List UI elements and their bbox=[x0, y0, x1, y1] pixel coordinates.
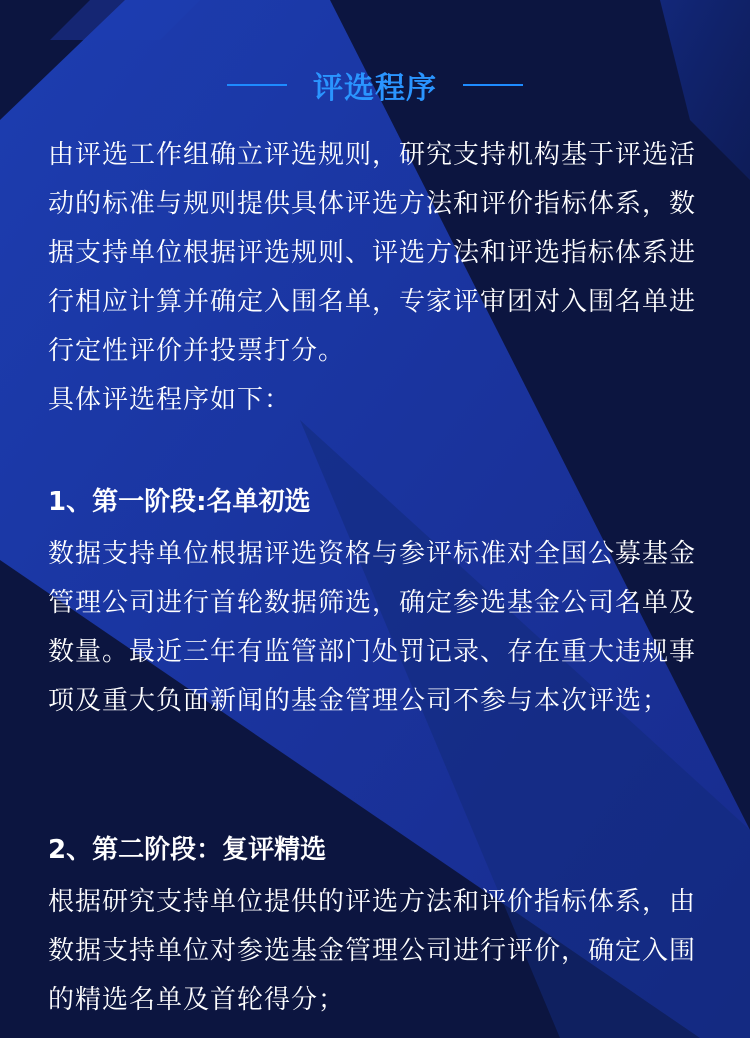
stage-1-body: 数据支持单位根据评选资格与参评标准对全国公募基金管理公司进行首轮数据筛选，确定参选基金公司名单及数量。最近三年有监管部门处罚记录、存在重大违规事项及重大负面新闻的基金管理公司不参与本次评选； bbox=[48, 539, 697, 716]
page-title: 评选程序 bbox=[313, 71, 437, 106]
stage-1-heading: 1、第一阶段:名单初选 bbox=[48, 487, 311, 517]
stage-2-body: 根据研究支持单位提供的评选方法和评价指标体系，由数据支持单位对参选基金管理公司进行评价，确定入围的精选名单及首轮得分； bbox=[48, 887, 697, 1015]
title-divider-right bbox=[463, 84, 523, 86]
stage-2-heading: 2、第二阶段：复评精选 bbox=[48, 835, 327, 865]
section-title-row bbox=[0, 62, 750, 108]
title-divider-left bbox=[227, 84, 287, 86]
intro-lead: 具体评选程序如下： bbox=[48, 385, 292, 415]
intro-paragraph: 由评选工作组确立评选规则，研究支持机构基于评选活动的标准与规则提供具体评选方法和评价指标体系，数据支持单位根据评选规则、评选方法和评选指标体系进行相应计算并确定入围名单，专家评审团对入围名单进行定性评价并投票打分。 bbox=[48, 140, 697, 366]
